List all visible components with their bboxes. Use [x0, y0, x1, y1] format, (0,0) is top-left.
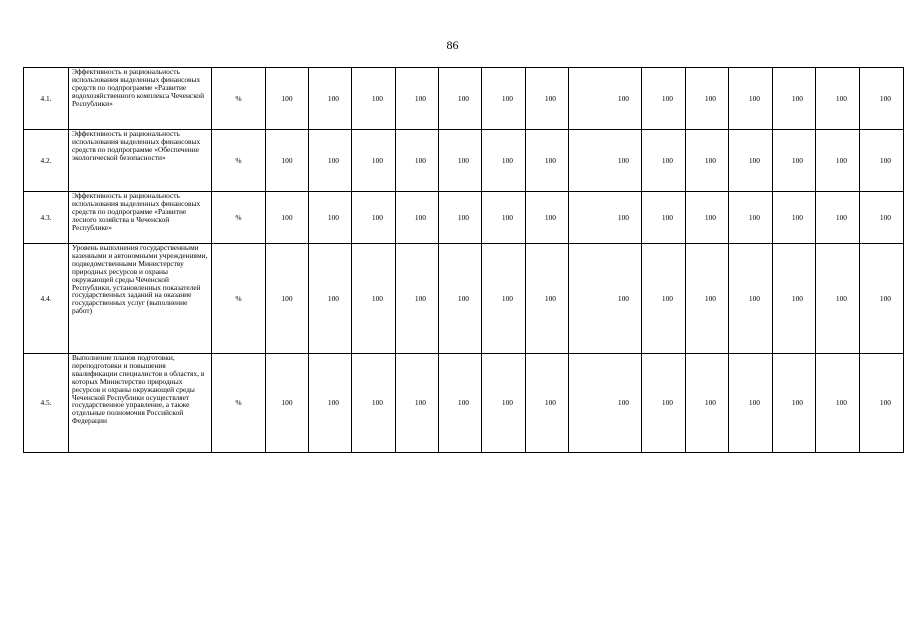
- value-cell: 100: [686, 192, 729, 244]
- value-cell: 100: [816, 244, 860, 354]
- value-cell: 100: [642, 354, 686, 453]
- value-cell: 100: [816, 130, 860, 192]
- value-cell: 100: [729, 192, 773, 244]
- value-cell: 100: [482, 244, 526, 354]
- value-cell: 100: [860, 68, 904, 130]
- value-cell: 100: [526, 354, 569, 453]
- value-cell: 100: [309, 130, 352, 192]
- value-cell: 100: [482, 192, 526, 244]
- value-cell: 100: [569, 192, 642, 244]
- value-cell: 100: [439, 130, 482, 192]
- value-cell: 100: [773, 130, 816, 192]
- value-cell: 100: [773, 244, 816, 354]
- value-cell: 100: [266, 244, 309, 354]
- row-number-cell: 4.3.: [24, 192, 69, 244]
- value-cell: 100: [396, 130, 439, 192]
- value-cell: 100: [396, 68, 439, 130]
- table-row: [24, 68, 904, 130]
- indicator-description-cell: Уровень выполнения государственными казенными и автономными учреждениями, подведомственными Министерству природных ресурсов и охраны окружающей среды Чеченской Республики, установленных показателей государственных заданий на оказание государственных услуг (выполнение работ): [69, 244, 212, 354]
- unit-cell: %: [212, 244, 266, 354]
- value-cell: 100: [352, 130, 396, 192]
- value-cell: 100: [773, 192, 816, 244]
- value-cell: 100: [266, 68, 309, 130]
- value-cell: 100: [686, 68, 729, 130]
- value-cell: 100: [266, 130, 309, 192]
- indicator-description-cell: Выполнение планов подготовки, переподготовки и повышения квалификации специалистов в областях, в которых Министерство природных ресурсов и охраны окружающей среды Чеченской Республики осуществляет государственное управление, а также отдельные полномочия Российской Федерации: [69, 354, 212, 453]
- value-cell: 100: [396, 354, 439, 453]
- value-cell: 100: [642, 244, 686, 354]
- value-cell: 100: [860, 244, 904, 354]
- value-cell: 100: [569, 130, 642, 192]
- value-cell: 100: [309, 354, 352, 453]
- value-cell: 100: [569, 68, 642, 130]
- value-cell: 100: [352, 68, 396, 130]
- value-cell: 100: [729, 244, 773, 354]
- value-cell: 100: [309, 192, 352, 244]
- value-cell: 100: [686, 244, 729, 354]
- value-cell: 100: [396, 244, 439, 354]
- indicators-table: [23, 67, 904, 453]
- value-cell: 100: [686, 354, 729, 453]
- value-cell: 100: [729, 354, 773, 453]
- value-cell: 100: [482, 354, 526, 453]
- value-cell: 100: [266, 192, 309, 244]
- indicator-description-cell: Эффективность и рациональность использования выделенных финансовых средств по подпрограмме «Развитие лесного хозяйства в Чеченской Республике»: [69, 192, 212, 244]
- value-cell: 100: [352, 244, 396, 354]
- value-cell: 100: [816, 68, 860, 130]
- value-cell: 100: [729, 130, 773, 192]
- table-row: [24, 130, 904, 192]
- row-number-cell: 4.1.: [24, 68, 69, 130]
- indicator-description-cell: Эффективность и рациональность использования выделенных финансовых средств по подпрограмме «Обеспечение экологической безопасности»: [69, 130, 212, 192]
- row-number-cell: 4.2.: [24, 130, 69, 192]
- page-number: 86: [446, 38, 459, 52]
- value-cell: 100: [569, 354, 642, 453]
- value-cell: 100: [482, 68, 526, 130]
- value-cell: 100: [482, 130, 526, 192]
- value-cell: 100: [642, 130, 686, 192]
- table-row: [24, 244, 904, 354]
- value-cell: 100: [526, 130, 569, 192]
- value-cell: 100: [729, 68, 773, 130]
- unit-cell: %: [212, 192, 266, 244]
- value-cell: 100: [569, 244, 642, 354]
- value-cell: 100: [526, 192, 569, 244]
- value-cell: 100: [860, 130, 904, 192]
- value-cell: 100: [439, 68, 482, 130]
- value-cell: 100: [816, 192, 860, 244]
- unit-cell: %: [212, 68, 266, 130]
- value-cell: 100: [352, 354, 396, 453]
- table-row: [24, 354, 904, 453]
- unit-cell: %: [212, 130, 266, 192]
- value-cell: 100: [439, 244, 482, 354]
- value-cell: 100: [642, 192, 686, 244]
- value-cell: 100: [309, 68, 352, 130]
- value-cell: 100: [439, 354, 482, 453]
- row-number-cell: 4.5.: [24, 354, 69, 453]
- table-row: [24, 192, 904, 244]
- value-cell: 100: [396, 192, 439, 244]
- unit-cell: %: [212, 354, 266, 453]
- value-cell: 100: [860, 354, 904, 453]
- value-cell: 100: [439, 192, 482, 244]
- value-cell: 100: [860, 192, 904, 244]
- value-cell: 100: [266, 354, 309, 453]
- value-cell: 100: [773, 68, 816, 130]
- value-cell: 100: [526, 68, 569, 130]
- value-cell: 100: [773, 354, 816, 453]
- value-cell: 100: [352, 192, 396, 244]
- value-cell: 100: [816, 354, 860, 453]
- value-cell: 100: [309, 244, 352, 354]
- value-cell: 100: [642, 68, 686, 130]
- row-number-cell: 4.4.: [24, 244, 69, 354]
- value-cell: 100: [526, 244, 569, 354]
- indicator-description-cell: Эффективность и рациональность использования выделенных финансовых средств по подпрограмме «Развитие водохозяйственного комплекса Чеченской Республики»: [69, 68, 212, 130]
- value-cell: 100: [686, 130, 729, 192]
